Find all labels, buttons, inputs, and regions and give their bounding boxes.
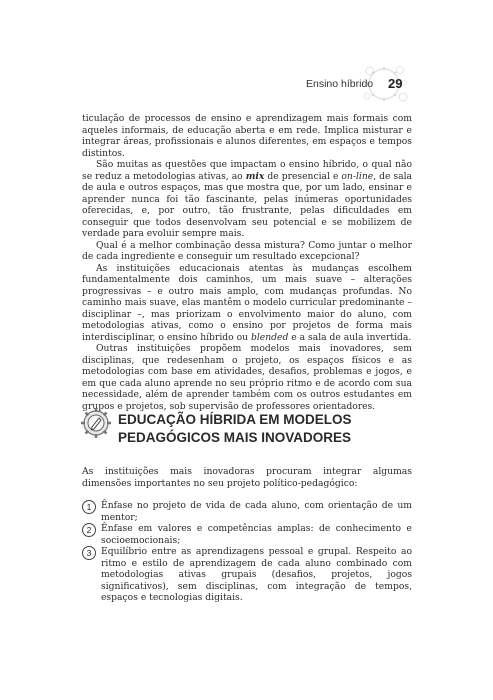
paragraph-text: São muitas as questões que impactam o ensino híbrido, o qual não se reduz a metodologias ativas, ao	[82, 159, 412, 182]
paragraph	[82, 263, 412, 344]
paragraph-text: de presencial e	[264, 170, 342, 182]
paragraph	[82, 240, 412, 263]
body-text	[82, 113, 412, 412]
emphasized-text: blended	[250, 331, 289, 343]
paragraph-text: ticulação de processos de ensino e aprendizagem mais formais com aqueles informais, de educação aberta e em rede. Implica misturar e integrar áreas, profissionais e alunos diferentes, em espaços e tempos distintos.	[82, 113, 412, 159]
number-badge: 3	[82, 546, 96, 560]
number-badge: 2	[82, 523, 96, 537]
paragraph	[82, 343, 412, 412]
section-heading	[80, 407, 420, 457]
running-title: Ensino híbrido	[306, 78, 374, 90]
paragraph-text: e a sala de aula invertida.	[288, 331, 412, 343]
number-badge: 1	[82, 500, 96, 514]
paragraph-text: As instituições educacionais atentas às mudanças escolhem fundamentalmente dois caminhos, um mais suave – alterações progressivas – e outro mais amplo, com mudanças profundas. No caminho mais suave, elas mantêm o modelo curricular predominante – disciplinar –, mas priorizam o envolvimento maior do aluno, com metodologias ativas, como o ensino por projetos de forma mais interdisciplinar, o ensino híbrido ou	[82, 262, 412, 343]
gear-pencil-icon	[80, 407, 112, 439]
emphasized-text: on-line	[341, 170, 374, 182]
paragraph	[82, 159, 412, 240]
paragraph-text: , de sala de aula e outros espaços, mas que mostra que, por um lado, ensinar e aprender nunca foi tão fascinante, pelas inúmeras oportunidades oferecidas, e, por outro, tão frustrante, pelas dificuldades em conseguir que todos desenvolvam seu potencial e se mobilizem de verdade para evoluir sempre mais.	[82, 170, 413, 239]
page-number: 29	[388, 76, 403, 91]
emphasized-text: mix	[245, 170, 265, 182]
intro-paragraph: As instituições mais inovadoras procuram integrar algumas dimensões importantes no seu projeto político-pedagógico:	[82, 466, 412, 489]
page-header	[300, 70, 412, 104]
paragraph	[82, 113, 412, 159]
paragraph-text: Outras instituições propõem modelos mais inovadores, sem disciplinas, que redesenham o projeto, os espaços físicos e as metodologias com base em atividades, desafios, problemas e jogos, e em que cada aluno aprende no seu próprio ritmo e de acordo com sua necessidade, além de aprender também com os outros estudantes em grupos e projetos, sob supervisão de professores orientadores.	[82, 343, 412, 412]
list-item-text: Ênfase no projeto de vida de cada aluno, com orientação de um mentor;	[101, 500, 412, 523]
list-item-text: Ênfase em valores e competências amplas: de conhecimento e socioemocionais;	[101, 523, 412, 546]
list-item	[82, 546, 412, 604]
list-item	[82, 523, 412, 546]
list-item-text: Equilíbrio entre as aprendizagens pessoal e grupal. Respeito ao ritmo e estilo de aprendizagem de cada aluno combinado com metodologias ativas grupais (desafios, projetos, jogos significativos), sem disciplinas, com integração de tempos, espaços e tecnologias digitais.	[101, 546, 412, 603]
paragraph-text: Qual é a melhor combinação dessa mistura? Como juntar o melhor de cada ingrediente e conseguir um resultado excepcional?	[82, 239, 412, 262]
section-title: EDUCAÇÃO HÍBRIDA EM MODELOS PEDAGÓGICOS MAIS INOVADORES	[118, 412, 352, 445]
numbered-list	[82, 500, 412, 604]
list-item	[82, 500, 412, 523]
